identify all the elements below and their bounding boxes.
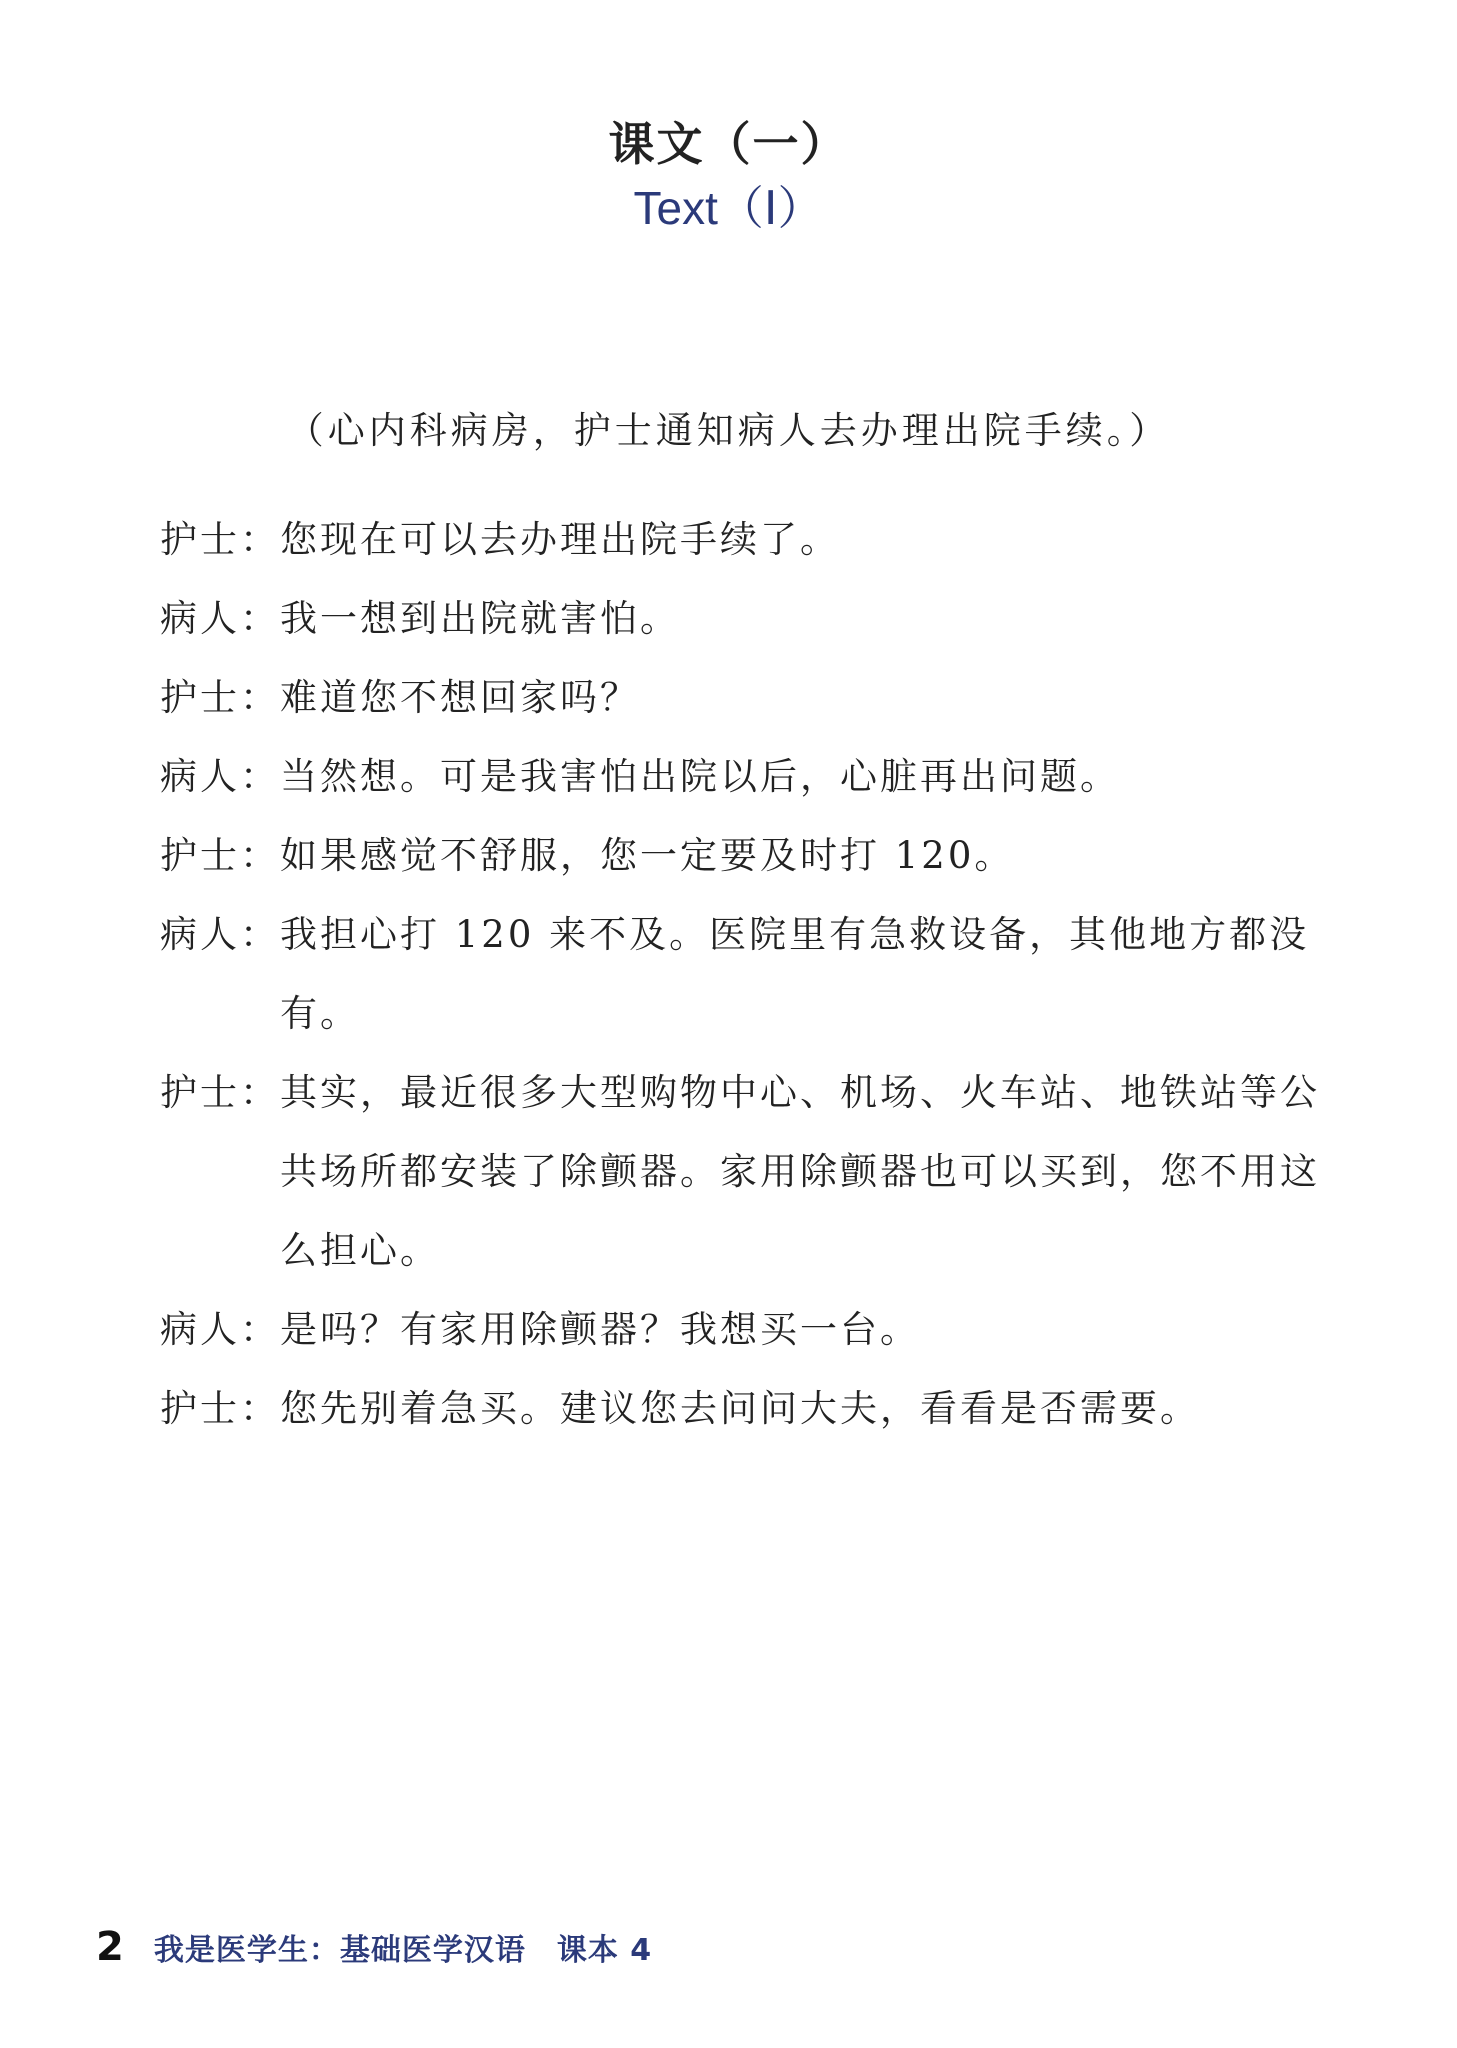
utterance: 难道您不想回家吗？ bbox=[280, 676, 640, 719]
speaker-label: 护士： bbox=[160, 676, 280, 719]
dialogue-line bbox=[160, 579, 1340, 658]
dialogue-line bbox=[160, 737, 1340, 816]
utterance: 您先别着急买。建议您去问问大夫，看看是否需要。 bbox=[280, 1387, 1200, 1430]
utterance: 我担心打 120 来不及。医院里有急救设备，其他地方都没有。 bbox=[280, 913, 1310, 1035]
dialogue-line bbox=[160, 1290, 1340, 1369]
utterance: 我一想到出院就害怕。 bbox=[280, 597, 680, 640]
page-number: 2 bbox=[96, 1924, 124, 1970]
dialogue bbox=[160, 500, 1340, 1448]
page-footer bbox=[96, 1924, 652, 1970]
utterance: 其实，最近很多大型购物中心、机场、火车站、地铁站等公共场所都安装了除颤器。家用除颤器也可以买到，您不用这么担心。 bbox=[280, 1071, 1320, 1272]
speaker-label: 护士： bbox=[160, 1071, 280, 1114]
scene-description: （心内科病房，护士通知病人去办理出院手续。） bbox=[286, 409, 1171, 452]
speaker-label: 护士： bbox=[160, 834, 280, 877]
book-title: 我是医学生：基础医学汉语 课本 4 bbox=[153, 1933, 653, 1968]
utterance: 当然想。可是我害怕出院以后，心脏再出问题。 bbox=[280, 755, 1120, 798]
dialogue-line bbox=[160, 658, 1340, 737]
dialogue-line bbox=[160, 1053, 1340, 1290]
speaker-label: 病人： bbox=[160, 597, 280, 640]
lesson-title-english: Text（Ⅰ） bbox=[633, 182, 824, 234]
speaker-label: 病人： bbox=[160, 1308, 280, 1351]
speaker-label: 病人： bbox=[160, 755, 280, 798]
dialogue-line bbox=[160, 500, 1340, 579]
utterance: 如果感觉不舒服，您一定要及时打 120。 bbox=[280, 834, 1015, 877]
dialogue-line bbox=[160, 1369, 1340, 1448]
speaker-label: 病人： bbox=[160, 913, 280, 956]
dialogue-line bbox=[160, 895, 1340, 1053]
dialogue-line bbox=[160, 816, 1340, 895]
utterance: 是吗？有家用除颤器？我想买一台。 bbox=[280, 1308, 920, 1351]
speaker-label: 护士： bbox=[160, 518, 280, 561]
lesson-title-chinese: 课文（一） bbox=[608, 117, 849, 171]
utterance: 您现在可以去办理出院手续了。 bbox=[280, 518, 840, 561]
speaker-label: 护士： bbox=[160, 1387, 280, 1430]
